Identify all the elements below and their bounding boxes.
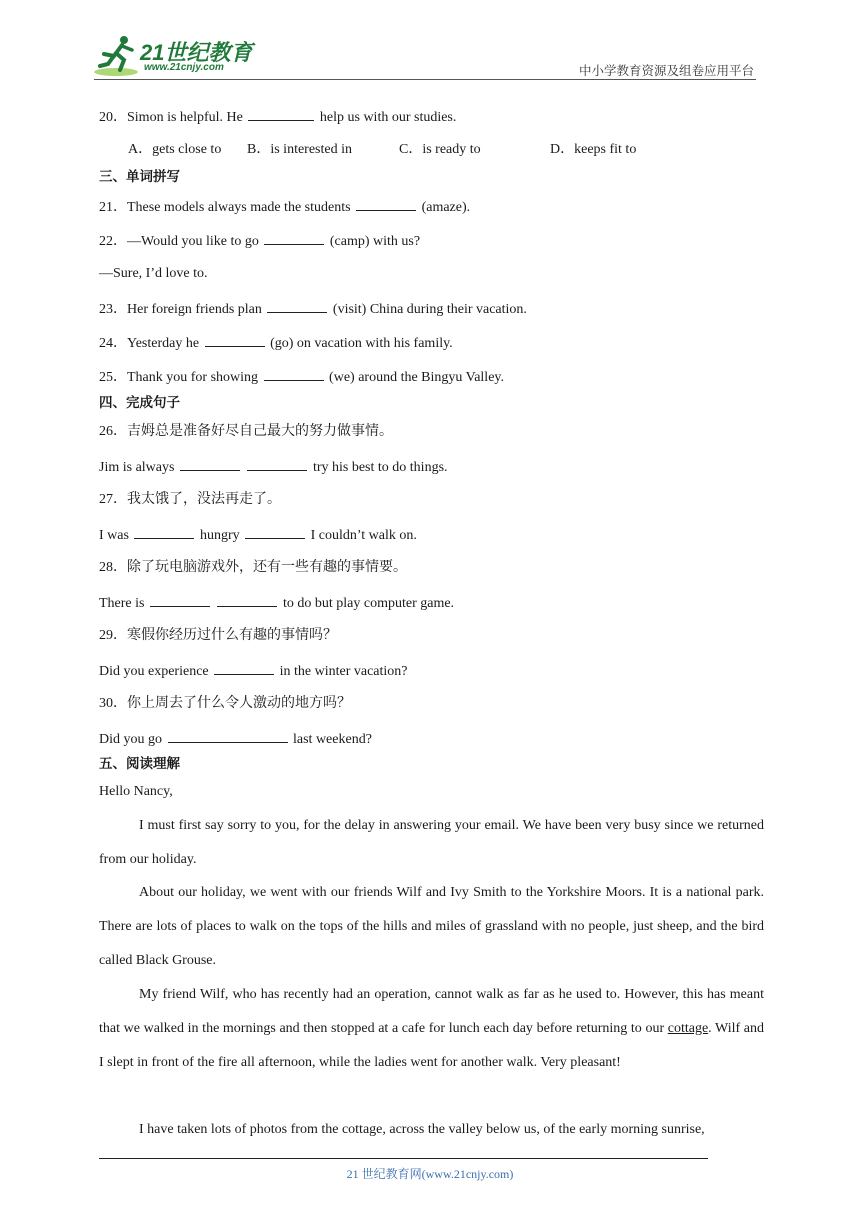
- answer-blank: [245, 524, 305, 539]
- question-24: 24．Yesterday he (go) on vacation with his family.: [99, 332, 453, 354]
- reading-paragraph-2: About our holiday, we went with our friends Wilf and Ivy Smith to the Yorkshire Moors. It is a national park. There are lots of places to walk on the tops of the hills and miles of grassland with no people, just sheep, and the bird called Black Grouse.: [99, 885, 764, 968]
- section-heading-sentences: 四、完成句子: [99, 395, 180, 411]
- question-29: Did you experience in the winter vacation?: [99, 660, 408, 682]
- question-20: 20．Simon is helpful. He help us with our studies.: [99, 106, 456, 128]
- question-25: 25．Thank you for showing (we) around the Bingyu Valley.: [99, 366, 504, 388]
- question-27: I was hungry I couldn’t walk on.: [99, 524, 417, 546]
- section-heading-reading: 五、阅读理解: [99, 756, 180, 772]
- answer-blank: [264, 230, 324, 245]
- site-logo: [94, 34, 264, 78]
- logo-url: www.21cnjy.com: [144, 62, 224, 73]
- answer-blank: [247, 456, 307, 471]
- question-26-chinese: 26．吉姆总是准备好尽自己最大的努力做事情。: [99, 424, 393, 439]
- option-b: B．is interested in: [247, 142, 352, 157]
- question-20-options: [99, 140, 764, 160]
- logo-title: 21世纪教育: [140, 40, 253, 65]
- question-28: There is to do but play computer game.: [99, 592, 454, 614]
- question-22: 22．—Would you like to go (camp) with us?: [99, 230, 420, 252]
- answer-blank: [356, 196, 416, 211]
- answer-blank: [217, 592, 277, 607]
- option-c: C．is ready to: [399, 142, 481, 157]
- option-d: D．keeps fit to: [550, 142, 637, 157]
- answer-blank: [214, 660, 274, 675]
- answer-blank: [180, 456, 240, 471]
- question-30-chinese: 30．你上周去了什么令人激动的地方吗？: [99, 696, 351, 711]
- answer-blank: [205, 332, 265, 347]
- section-heading-spelling: 三、单词拼写: [99, 169, 180, 185]
- question-21: 21．These models always made the students (amaze).: [99, 196, 470, 218]
- platform-name: 中小学教育资源及组卷应用平台: [578, 64, 754, 78]
- question-27-chinese: 27．我太饿了，没法再走了。: [99, 492, 281, 507]
- runner-logo-icon: [94, 34, 142, 78]
- answer-blank: [134, 524, 194, 539]
- answer-blank: [168, 728, 288, 743]
- underlined-word-cottage: cottage: [667, 1021, 709, 1036]
- letter-greeting: Hello Nancy,: [99, 784, 173, 799]
- page-header: [0, 0, 860, 82]
- reading-paragraph-3: My friend Wilf, who has recently had an operation, cannot walk as far as he used to. However, this has meant that we walked in the mornings and then stopped at a cafe for lunch each day before returning to our cottage. Wilf and I slept in front of the fire all afternoon, while the ladies went for another walk. Very pleasant!: [99, 987, 764, 1070]
- reading-paragraph-1: I must first say sorry to you, for the delay in answering your email. We have been very busy since we returned from our holiday.: [99, 818, 764, 867]
- question-22-reply: —Sure, I’d love to.: [99, 266, 208, 281]
- question-23: 23．Her foreign friends plan (visit) China during their vacation.: [99, 298, 527, 320]
- reading-paragraph-4: I have taken lots of photos from the cottage, across the valley below us, of the early morning sunrise,: [139, 1122, 705, 1137]
- question-28-chinese: 28．除了玩电脑游戏外，还有一些有趣的事情要。: [99, 560, 407, 575]
- answer-blank: [267, 298, 327, 313]
- option-a: A．gets close to: [128, 142, 222, 157]
- answer-blank: [248, 106, 314, 121]
- page-footer: 21 世纪教育网(www.21cnjy.com): [346, 1167, 514, 1181]
- question-29-chinese: 29．寒假你经历过什么有趣的事情吗？: [99, 628, 337, 643]
- answer-blank: [264, 366, 324, 381]
- header-divider: [94, 79, 756, 80]
- answer-blank: [150, 592, 210, 607]
- question-26: Jim is always try his best to do things.: [99, 456, 448, 478]
- footer-divider: [99, 1158, 708, 1159]
- question-30: Did you go last weekend?: [99, 728, 372, 750]
